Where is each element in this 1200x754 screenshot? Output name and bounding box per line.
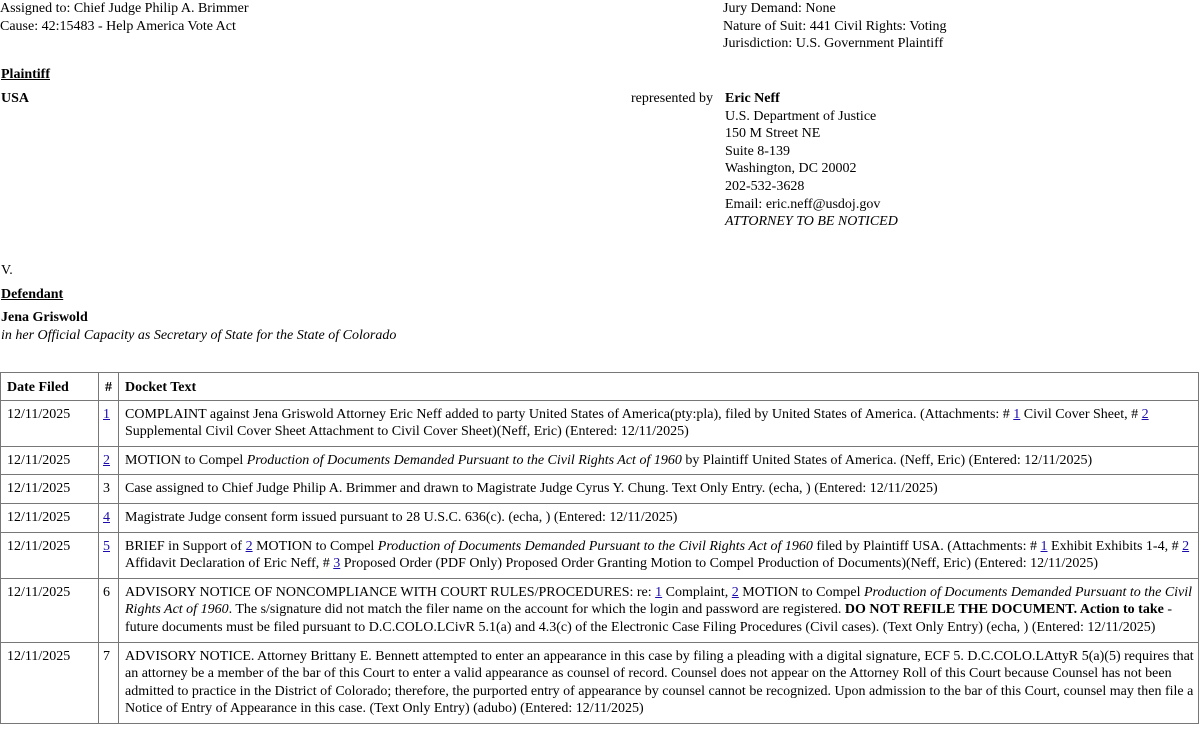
docket-text-segment: - future documents must be filed pursuant to D.C.COLO.LCivR 5.1(a) and 4.3(c) of the Electronic Case Filing Procedures (Civil cases). (Text Only Entry) (echa, ) (Entered: 12/11/2025) xyxy=(125,602,1172,635)
attachment-link[interactable]: 2 xyxy=(731,584,739,600)
docket-text-segment: Case assigned to Chief Judge Philip A. Brimmer and drawn to Magistrate Judge Cyrus Y. Chung. Text Only Entry. (echa, ) (Entered: 12/11/2025) xyxy=(125,481,938,497)
docket-text-segment: MOTION to Compel xyxy=(738,584,864,600)
jurisdiction: Jurisdiction: U.S. Government Plaintiff xyxy=(723,36,944,52)
attorney-org: U.S. Department of Justice xyxy=(725,108,877,124)
docket-text-segment: . The s/signature did not match the filer name on the account for which the login and password are registered. xyxy=(228,602,845,618)
table-row xyxy=(1,400,1199,446)
docket-number-cell: 7 xyxy=(99,642,119,723)
plaintiff-heading: Plaintiff xyxy=(1,67,50,82)
docket-text-cell xyxy=(119,578,1199,642)
defendant-capacity: in her Official Capacity as Secretary of State for the State of Colorado xyxy=(1,328,397,343)
docket-number-cell xyxy=(99,400,119,446)
attachment-link[interactable]: 1 xyxy=(655,584,663,600)
docket-text-segment: ADVISORY NOTICE OF NONCOMPLIANCE WITH COURT RULES/PROCEDURES: re: xyxy=(125,584,656,600)
docket-text-segment: Magistrate Judge consent form issued pursuant to 28 U.S.C. 636(c). (echa, ) (Entered: 12/11/2025) xyxy=(125,509,678,525)
represented-by-text: represented by xyxy=(631,91,714,106)
date-filed-cell: 12/11/2025 xyxy=(1,503,99,532)
table-row xyxy=(1,642,1199,723)
represented-by-label xyxy=(631,90,719,108)
date-filed-cell: 12/11/2025 xyxy=(1,532,99,578)
docket-text-segment: Affidavit Declaration of Eric Neff, # xyxy=(125,556,334,572)
table-row xyxy=(1,578,1199,642)
attorney-city: Washington, DC 20002 xyxy=(725,161,857,177)
defendant-heading: Defendant xyxy=(1,287,64,302)
docket-text-segment: Production of Documents Demanded Pursuant to the Civil Rights Act of 1960 xyxy=(377,538,813,554)
docket-text-segment: Civil Cover Sheet, # xyxy=(1020,406,1142,422)
attachment-link[interactable]: 2 xyxy=(245,538,253,554)
table-row xyxy=(1,532,1199,578)
attorney-street: 150 M Street NE xyxy=(725,126,821,142)
defendant-name: Jena Griswold xyxy=(1,310,88,325)
versus: V. xyxy=(1,263,13,278)
docket-text-segment: Production of Documents Demanded Pursuant to the Civil Rights Act of 1960 xyxy=(246,452,682,468)
docket-text-cell xyxy=(119,532,1199,578)
attachment-link[interactable]: 1 xyxy=(1040,538,1048,554)
docket-body xyxy=(1,400,1199,723)
attachment-link[interactable]: 3 xyxy=(333,556,341,572)
docket-text-segment: by Plaintiff United States of America. (Neff, Eric) (Entered: 12/11/2025) xyxy=(681,452,1093,468)
date-filed-cell: 12/11/2025 xyxy=(1,475,99,504)
docket-number-cell: 6 xyxy=(99,578,119,642)
jury-demand: Jury Demand: None xyxy=(723,1,836,16)
attorney-phone: 202-532-3628 xyxy=(725,178,805,194)
assigned-to: Assigned to: Chief Judge Philip A. Brimmer xyxy=(0,1,249,16)
docket-text-segment: BRIEF in Support of xyxy=(125,538,246,554)
date-filed-cell: 12/11/2025 xyxy=(1,446,99,475)
docket-header-row xyxy=(1,373,1199,401)
attorney-status: ATTORNEY TO BE NOTICED xyxy=(725,214,898,230)
attachment-link[interactable]: 1 xyxy=(1013,406,1021,422)
docket-text-cell xyxy=(119,400,1199,446)
docket-text-cell xyxy=(119,446,1199,475)
header-date-filed: Date Filed xyxy=(1,373,99,401)
docket-text-segment: Proposed Order (PDF Only) Proposed Order Granting Motion to Compel Production of Documents)(Neff, Eric) (Entered: 12/11/2025) xyxy=(340,556,1099,572)
docket-text-segment: MOTION to Compel xyxy=(125,452,247,468)
docket-number-link[interactable]: 4 xyxy=(103,509,110,525)
attachment-link[interactable]: 2 xyxy=(1182,538,1190,554)
case-info-left xyxy=(0,0,249,35)
table-row xyxy=(1,475,1199,504)
attachment-link[interactable]: 2 xyxy=(1141,406,1149,422)
docket-text-cell xyxy=(119,642,1199,723)
plaintiff-name: USA xyxy=(1,91,30,106)
attorney-block xyxy=(725,90,898,231)
docket-text-cell xyxy=(119,503,1199,532)
docket-text-segment: Exhibit Exhibits 1-4, # xyxy=(1047,538,1183,554)
date-filed-cell: 12/11/2025 xyxy=(1,642,99,723)
case-info-right xyxy=(723,0,947,53)
header-number: # xyxy=(99,373,119,401)
attorney-suite: Suite 8-139 xyxy=(725,143,790,159)
docket-text-segment: Production of Documents Demanded Pursuant to the Civil Rights Act of 1960 xyxy=(125,584,1193,618)
date-filed-cell: 12/11/2025 xyxy=(1,400,99,446)
docket-text-segment: DO NOT REFILE THE DOCUMENT. Action to take xyxy=(844,602,1164,618)
cause: Cause: 42:15483 - Help America Vote Act xyxy=(0,18,236,34)
docket-number-cell: 3 xyxy=(99,475,119,504)
docket-text-segment: Supplemental Civil Cover Sheet Attachment to Civil Cover Sheet)(Neff, Eric) (Entered: 12/11/2025) xyxy=(125,424,689,440)
table-row xyxy=(1,503,1199,532)
table-row xyxy=(1,446,1199,475)
docket-text-cell xyxy=(119,475,1199,504)
docket-number-cell xyxy=(99,503,119,532)
docket-table xyxy=(0,372,1199,724)
attorney-name: Eric Neff xyxy=(725,91,780,106)
docket-number-link[interactable]: 5 xyxy=(103,538,110,554)
docket-text-segment: filed by Plaintiff USA. (Attachments: # xyxy=(812,538,1041,554)
docket-text-segment: COMPLAINT against Jena Griswold Attorney Eric Neff added to party United States of America(pty:pla), filed by United States of America. (Attachments: # xyxy=(125,406,1014,422)
docket-number-cell xyxy=(99,532,119,578)
docket-number-link[interactable]: 1 xyxy=(103,406,110,422)
docket-number-link[interactable]: 2 xyxy=(103,452,110,468)
nature-of-suit: Nature of Suit: 441 Civil Rights: Voting xyxy=(723,18,947,34)
header-docket-text: Docket Text xyxy=(119,373,1199,401)
attorney-email: Email: eric.neff@usdoj.gov xyxy=(725,196,881,212)
date-filed-cell: 12/11/2025 xyxy=(1,578,99,642)
docket-number-cell xyxy=(99,446,119,475)
docket-text-segment: Complaint, xyxy=(662,584,732,600)
docket-text-segment: MOTION to Compel xyxy=(252,538,378,554)
docket-text-segment: ADVISORY NOTICE. Attorney Brittany E. Bennett attempted to enter an appearance in this case by filing a pleading with a digital signature, ECF 5. D.C.COLO.LAttyR 5(a)(5) requires that an attorney be a member of the bar of this Court to enter a valid appearance as counsel of record. Counsel does not appear on the Attorney Roll of this Court because Counsel has not been admitted to practice in the District of Colorado; therefore, the purported entry of appearance by counsel cannot be recognized. Upon admission to the bar of this Court, counsel may then file a Notice of Entry of Appearance in this case. (Text Only Entry) (adubo) (Entered: 12/11/2025) xyxy=(125,648,1194,717)
